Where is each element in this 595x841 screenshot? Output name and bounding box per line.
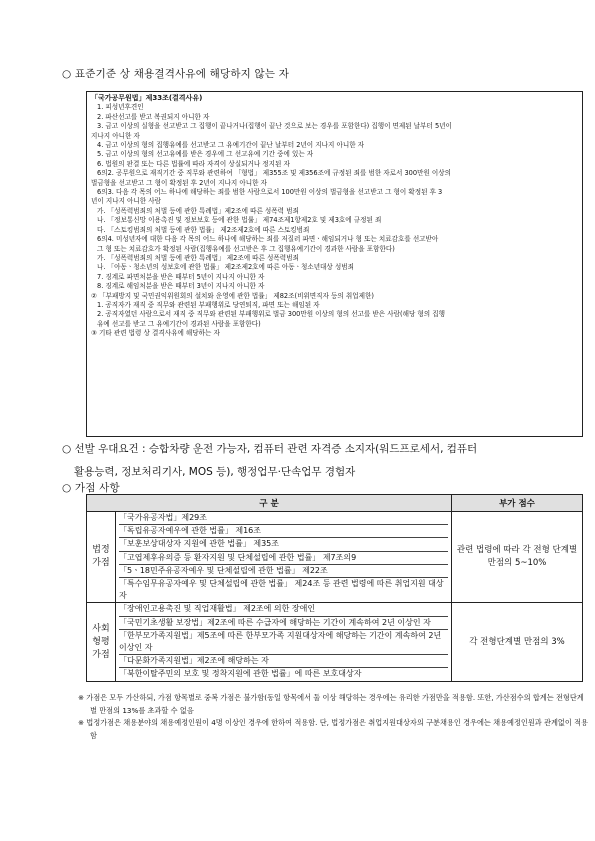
- preference-paragraph: [62, 438, 582, 484]
- header-category: 구 분: [87, 495, 452, 512]
- list-item: 6. 법원의 판결 또는 다른 법률에 따라 자격이 상실되거나 정지된 자: [97, 159, 290, 168]
- row-label: 법정 가점: [87, 512, 116, 603]
- list-item: 1. 공직자가 재직 중 직무와 관련된 부패행위로 당연퇴직, 파면 또는 해임된 자: [97, 300, 320, 309]
- disqualification-title: 「국가공무원법」제33조(결격사유): [91, 94, 203, 102]
- law-item: 「다문화가족지원법」제2조에 해당하는 자: [119, 655, 448, 668]
- row-label: 사회 형평 가점: [87, 603, 116, 681]
- law-item: 「국가유공자법」제29조: [119, 512, 448, 525]
- law-item: 「독립유공자예우에 관한 법률」 제16조: [119, 525, 448, 538]
- law-item: 「고엽제후유의증 등 환자지원 및 단체설립에 관한 법률」 제7조의9: [119, 552, 448, 565]
- list-item-cont: 그 형 또는 치료감호가 확정된 사람(집행유예를 선고받은 후 그 집행유예기간이 경과한 사람을 포함한다): [97, 244, 395, 253]
- list-item: 5. 금고 이상의 형의 선고유예를 받은 경우에 그 선고유예 기간 중에 있는 자: [97, 150, 314, 159]
- law-item: 「특수임무유공자예우 및 단체설립에 관한 법률」 제24조 등 관련 법령에 따른 취업지원 대상자: [119, 579, 444, 601]
- table-row: [87, 603, 583, 681]
- list-item-cont: 유예 선고를 받고 그 유예기간이 경과된 사람을 포함한다): [97, 319, 261, 328]
- law-list: [116, 603, 452, 681]
- list-item: 6의2. 공무원으로 재직기간 중 직무와 관련하여 「형법」 제355조 및 제356조에 규정된 죄를 범한 자로서 300만원 이상의: [97, 169, 452, 178]
- list-subitem: 다. 「스토킹범죄의 처벌 등에 관한 법률」 제2조제2호에 따른 스토킹범죄: [97, 225, 310, 234]
- table-row: [87, 512, 583, 603]
- law-item: 「북한이탈주민의 보호 및 정착지원에 관한 법률」에 따른 보호대상자: [119, 669, 362, 679]
- bonus-points-table: [86, 494, 583, 682]
- list-item: ② 「부패방지 및 국민권익위원회의 설치와 운영에 관한 법률」 제82조(비위면직자 등의 취업제한): [91, 291, 374, 300]
- section-heading-bonus: ○ 가점 사항: [62, 482, 120, 494]
- law-list: [116, 512, 452, 603]
- list-item: 6의3. 다음 각 목의 어느 하나에 해당하는 죄를 범한 사람으로서 100만원 이상의 벌금형을 선고받고 그 형이 확정된 후 3: [97, 188, 443, 197]
- list-item: 1. 피성년후견인: [97, 103, 144, 112]
- list-item-cont: 년이 지나지 아니한 사람: [91, 197, 161, 206]
- list-item-cont: 지나지 아니한 자: [91, 131, 140, 140]
- points-cell: 각 전형단계별 만점의 3%: [452, 603, 583, 681]
- law-item: 「한부모가족지원법」제5조에 따른 한부모가족 지원대상자에 해당하는 기간이 계속하여 2년 이상인 자: [119, 630, 448, 655]
- list-item: 2. 파산선고를 받고 복권되지 아니한 자: [97, 112, 210, 121]
- section-heading-disqualification: ○ 표준기준 상 채용결격사유에 해당하지 않는 자: [62, 68, 290, 80]
- disqualification-box: [86, 91, 583, 437]
- law-item: 「국민기초생활 보장법」제2조에 따른 수급자에 해당하는 기간이 계속하여 2년 이상인 자: [119, 617, 448, 630]
- list-subitem: 나. 「정보통신망 이용촉진 및 정보보호 등에 관한 법률」 제74조제1항제2호 및 제3호에 규정된 죄: [97, 216, 382, 225]
- law-item: 「장애인고용촉진 및 직업재활법」 제2조에 의한 장애인: [119, 603, 448, 616]
- notes: [78, 692, 588, 742]
- list-subitem: 나. 「아동ㆍ청소년의 성보호에 관한 법률」 제2조제2호에 따른 아동ㆍ청소년대상 성범죄: [97, 263, 355, 272]
- preference-line-1: ○ 선발 우대요건 : 승합차량 운전 가능자, 컴퓨터 관련 자격증 소지자(워드프로세서, 컴퓨터: [62, 443, 478, 455]
- header-points: 부가 점수: [452, 495, 583, 512]
- list-item: 8. 징계로 해임처분을 받은 때부터 3년이 지나지 아니한 자: [97, 282, 265, 291]
- note-item: ※ 법정가점은 채용분야의 채용예정인원이 4명 이상인 경우에 한하여 적용함. 단, 법정가점은 취업지원대상자의 구분채용인 경우에는 채용예정인원과 관계없이 적용함: [78, 718, 588, 740]
- list-item: 6의4. 미성년자에 대한 다음 각 목의 어느 하나에 해당하는 죄를 저질러 파면ㆍ해임되거나 형 또는 치료감호를 선고받아: [97, 235, 439, 244]
- note-item: ※ 가점은 모두 가산하되, 가점 항목별로 중복 가점은 불가함(동일 항목에서 둘 이상 해당하는 경우에는 유리한 가점만을 적용함. 또한, 가산점수의 합계는 전형단계별 만점의 13%를 초과할 수 없음: [78, 693, 584, 715]
- law-item: 「5ㆍ18민주유공자예우 및 단체설립에 관한 법률」 제22조: [119, 565, 448, 578]
- points-cell: 관련 법령에 따라 각 전형 단계별 만점의 5~10%: [452, 512, 583, 603]
- law-item: 「보훈보상대상자 지원에 관한 법률」 제35조: [119, 538, 448, 551]
- preference-line-2: 활용능력, 정보처리기사, MOS 등), 행정업무·단속업무 경험자: [74, 466, 356, 478]
- list-item: 4. 금고 이상의 형의 집행유예를 선고받고 그 유예기간이 끝난 날부터 2년이 지나지 아니한 자: [97, 141, 365, 150]
- list-item: 2. 공직자였던 사람으로서 재직 중 직무와 관련된 부패행위로 벌금 300만원 이상의 형의 선고를 받은 사람(해당 형의 집행: [97, 310, 445, 319]
- list-item: ③ 기타 관련 법령 상 결격사유에 해당하는 자: [91, 329, 220, 338]
- list-subitem: 가. 「성폭력범죄의 처벌 등에 관한 특례법」제2조에 따른 성폭력 범죄: [97, 206, 299, 215]
- list-item: 3. 금고 이상의 실형을 선고받고 그 집행이 끝나거나(집행이 끝난 것으로 보는 경우를 포함한다) 집행이 면제된 날부터 5년이: [97, 122, 452, 131]
- list-subitem: 가. 「성폭력범죄의 처벌 등에 관한 특례법」 제2조에 따른 성폭력범죄: [97, 253, 299, 262]
- list-item: 7. 징계로 파면처분을 받은 때부터 5년이 지나지 아니한 자: [97, 272, 265, 281]
- list-item-cont: 벌금형을 선고받고 그 형이 확정된 후 2년이 지나지 아니한 자: [91, 178, 267, 187]
